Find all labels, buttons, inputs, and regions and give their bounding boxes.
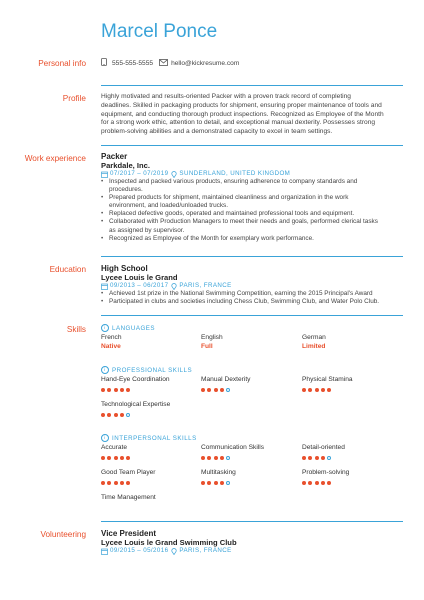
rating-dot-filled xyxy=(126,388,130,392)
skills-heading-professional: i PROFESSIONAL SKILLS xyxy=(101,366,192,374)
rating-dot-filled xyxy=(107,456,111,460)
divider xyxy=(101,315,403,316)
education-title: High School xyxy=(101,264,148,273)
rating-dot-filled xyxy=(114,481,118,485)
rating-dot-filled xyxy=(214,481,218,485)
skill-item: Technological Expertise xyxy=(101,401,170,417)
skill-rating xyxy=(201,481,236,485)
divider xyxy=(101,145,403,146)
job-title: Packer xyxy=(101,152,128,161)
volunteer-role: Vice President xyxy=(101,529,156,538)
rating-dot-filled xyxy=(308,388,312,392)
section-label-education: Education xyxy=(49,265,86,274)
skill-rating xyxy=(101,413,170,417)
rating-dot-filled xyxy=(120,456,124,460)
section-label-volunteering: Volunteering xyxy=(40,530,86,539)
rating-dot-filled xyxy=(120,413,124,417)
skill-rating xyxy=(201,388,250,392)
rating-dot-filled xyxy=(114,413,118,417)
skills-heading-languages: i LANGUAGES xyxy=(101,324,155,332)
rating-dot-filled xyxy=(126,481,130,485)
language-french: French Native xyxy=(101,334,122,350)
rating-dot-filled xyxy=(126,456,130,460)
skill-item: Time Management xyxy=(101,494,156,501)
skill-rating xyxy=(201,456,264,460)
rating-dot-filled xyxy=(315,481,319,485)
section-label-skills: Skills xyxy=(66,325,86,334)
education-bullets xyxy=(101,290,403,306)
rating-dot-filled xyxy=(107,388,111,392)
skill-item: Hand-Eye Coordination xyxy=(101,376,170,392)
rating-dot-filled xyxy=(321,456,325,460)
skill-item: Good Team Player xyxy=(101,469,156,485)
rating-dot-filled xyxy=(302,456,306,460)
rating-dot-filled xyxy=(101,456,105,460)
email-icon xyxy=(159,59,168,68)
skill-item: Detail-oriented xyxy=(302,444,345,460)
work-entry xyxy=(101,152,403,243)
rating-dot-empty xyxy=(226,388,230,392)
volunteer-org: Lycee Louis le Grand Swimming Club xyxy=(101,538,237,547)
rating-dot-filled xyxy=(220,456,224,460)
rating-dot-filled xyxy=(302,481,306,485)
job-bullets xyxy=(101,178,403,243)
rating-dot-filled xyxy=(107,413,111,417)
list-item: • Achieved 1st prize in the National Swimming Competition, earning the 2015 Principal's Award xyxy=(101,290,403,298)
rating-dot-filled xyxy=(220,481,224,485)
job-location: SUNDERLAND, UNITED KINGDOM xyxy=(179,170,291,177)
rating-dot-empty xyxy=(226,456,230,460)
skill-rating xyxy=(302,481,349,485)
language-german: German Limited xyxy=(302,334,326,350)
profile-line: equipment, and conducting thorough product inspections. Recognized as Employee of the Month xyxy=(101,110,384,118)
calendar-icon xyxy=(101,548,108,555)
phone-icon xyxy=(101,58,107,68)
profile-line: problem-solving abilities and a demonstrated capacity to excel in team settings. xyxy=(101,128,333,135)
list-item: • Replaced defective goods, operated and maintained professional tools and equipment. xyxy=(101,210,403,218)
rating-dot-empty xyxy=(226,481,230,485)
skills-heading-interpersonal: i INTERPERSONAL SKILLS xyxy=(101,434,197,442)
rating-dot-filled xyxy=(315,388,319,392)
volunteering-entry xyxy=(101,529,403,555)
info-icon: i xyxy=(101,324,109,332)
language-english: English Full xyxy=(201,334,223,350)
list-item: • Prepared products for shipment, maintained cleanliness and organization in the work environment, and loaded/unloaded trucks. xyxy=(101,194,403,210)
calendar-icon xyxy=(101,283,108,290)
rating-dot-filled xyxy=(101,388,105,392)
rating-dot-filled xyxy=(327,481,331,485)
rating-dot-filled xyxy=(207,456,211,460)
phone-number: 555-555-5555 xyxy=(112,59,154,67)
profile-text xyxy=(101,93,403,137)
rating-dot-filled xyxy=(315,456,319,460)
rating-dot-filled xyxy=(207,388,211,392)
skill-rating xyxy=(101,481,156,485)
location-pin-icon xyxy=(171,548,177,555)
rating-dot-filled xyxy=(201,388,205,392)
volunteer-meta xyxy=(101,547,403,555)
location-pin-icon xyxy=(171,171,177,178)
list-item: • Participated in clubs and societies including Chess Club, Swimming Club, and Water Polo Club. xyxy=(101,298,403,306)
job-dates: 07/2017 – 07/2019 xyxy=(110,170,169,177)
volunteer-dates: 09/2015 – 05/2016 xyxy=(110,547,169,554)
volunteer-location: PARIS, FRANCE xyxy=(179,547,232,554)
rating-dot-filled xyxy=(220,388,224,392)
section-label-work-experience: Work experience xyxy=(24,154,86,163)
list-item: • Recognized as Employee of the Month for exemplary work performance. xyxy=(101,235,403,243)
location-pin-icon xyxy=(171,283,177,290)
skill-item: Manual Dexterity xyxy=(201,376,250,392)
rating-dot-filled xyxy=(308,481,312,485)
skill-item: Accurate xyxy=(101,444,132,460)
profile-line: for a strong work ethic, attention to detail, and exceptional manual dexterity. Possesses strong xyxy=(101,119,376,127)
rating-dot-filled xyxy=(101,413,105,417)
profile-line: Highly motivated and results-oriented Packer with a proven track record of completing xyxy=(101,93,351,100)
rating-dot-filled xyxy=(201,481,205,485)
skill-rating xyxy=(302,388,353,392)
list-item: • Collaborated with Production Managers to meet their needs and goals, performed clerical tasks as assigned by supervisor. xyxy=(101,218,403,234)
skill-item: Problem-solving xyxy=(302,469,349,485)
education-location: PARIS, FRANCE xyxy=(179,282,232,289)
skill-item: Physical Stamina xyxy=(302,376,353,392)
rating-dot-filled xyxy=(308,456,312,460)
education-entry xyxy=(101,264,403,306)
divider xyxy=(101,256,403,257)
skill-rating xyxy=(302,456,345,460)
rating-dot-filled xyxy=(114,456,118,460)
rating-dot-filled xyxy=(107,481,111,485)
contact-row xyxy=(101,58,239,68)
divider xyxy=(101,85,403,86)
rating-dot-filled xyxy=(302,388,306,392)
rating-dot-filled xyxy=(327,388,331,392)
rating-dot-filled xyxy=(120,388,124,392)
profile-line: deadlines. Skilled in packaging products for shipment, ensuring proper maintenance of tools and xyxy=(101,101,382,109)
rating-dot-filled xyxy=(114,388,118,392)
skill-item: Communication Skills xyxy=(201,444,264,460)
education-dates: 09/2013 – 06/2017 xyxy=(110,282,169,289)
list-item: • Inspected and packed various products, ensuring adherence to company standards and procedures. xyxy=(101,178,403,194)
rating-dot-filled xyxy=(214,388,218,392)
skill-rating xyxy=(101,388,170,392)
rating-dot-filled xyxy=(201,456,205,460)
rating-dot-filled xyxy=(101,481,105,485)
skill-rating xyxy=(101,456,132,460)
rating-dot-filled xyxy=(120,481,124,485)
divider xyxy=(101,521,403,522)
rating-dot-filled xyxy=(214,456,218,460)
candidate-name: Marcel Ponce xyxy=(101,21,218,42)
info-icon: i xyxy=(101,366,109,374)
rating-dot-filled xyxy=(321,481,325,485)
skill-item: Multitasking xyxy=(201,469,236,485)
rating-dot-empty xyxy=(126,413,130,417)
rating-dot-filled xyxy=(207,481,211,485)
section-label-personal-info: Personal info xyxy=(38,59,86,68)
section-label-profile: Profile xyxy=(62,94,86,103)
rating-dot-filled xyxy=(321,388,325,392)
job-meta xyxy=(101,170,403,178)
info-icon: i xyxy=(101,434,109,442)
calendar-icon xyxy=(101,171,108,178)
school-name: Lycee Louis le Grand xyxy=(101,273,178,282)
email-address: hello@kickresume.com xyxy=(171,59,240,67)
education-meta xyxy=(101,282,403,290)
company-name: Parkdale, Inc. xyxy=(101,161,150,170)
rating-dot-empty xyxy=(327,456,331,460)
